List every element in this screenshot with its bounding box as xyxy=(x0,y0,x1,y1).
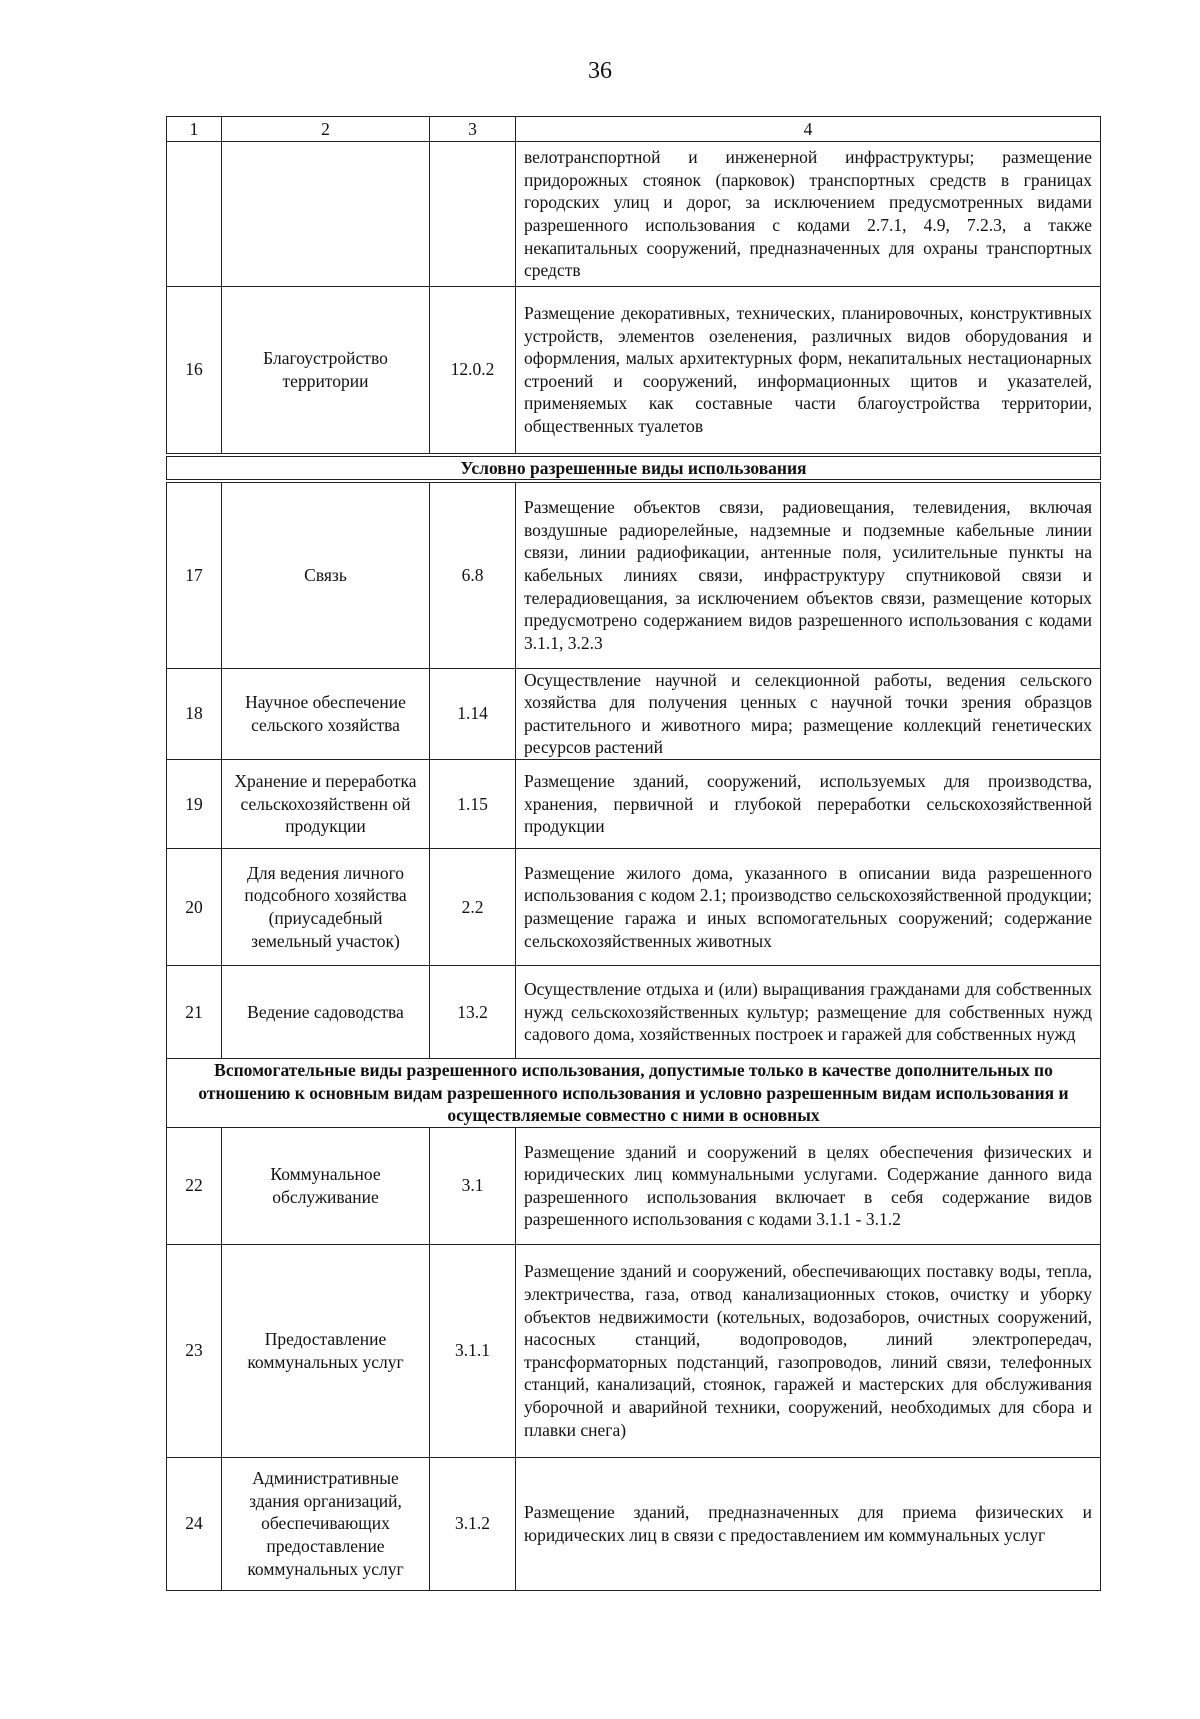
row-name: Административные здания организаций, обеспечивающих предоставление коммунальных услуг xyxy=(222,1457,430,1590)
table-row xyxy=(167,848,1101,965)
row-number: 23 xyxy=(167,1244,222,1457)
row-description: Размещение зданий и сооружений, обеспечивающих поставку воды, тепла, электричества, газа, отвод канализационных стоков, очистку и уборку объектов недвижимости (котельных, водозаборов, очистных сооружений, насосных станций, водопроводов, линий электропередач, трансформаторных подстанций, газопроводов, линий связи, телефонных станций, канализаций, стоянок, гаражей и мастерских для обслуживания уборочной и аварийной техники, сооружений, необходимых для сбора и плавки снега) xyxy=(516,1244,1101,1457)
row-code: 13.2 xyxy=(430,965,516,1058)
land-use-table xyxy=(166,116,1101,1591)
row-number: 16 xyxy=(167,287,222,455)
table-row xyxy=(167,1127,1101,1244)
row-number: 24 xyxy=(167,1457,222,1590)
row-number: 18 xyxy=(167,668,222,759)
table-row xyxy=(167,668,1101,759)
table-row xyxy=(167,287,1101,455)
row-description: Размещение декоративных, технических, планировочных, конструктивных устройств, элементов озеленения, различных видов оборудования и оформления, малых архитектурных форм, некапитальных нестационарных строений и сооружений, информационных щитов и указателей, применяемых как составные части благоустройства территории, общественных туалетов xyxy=(516,287,1101,455)
row-name: Предоставление коммунальных услуг xyxy=(222,1244,430,1457)
row-number: 22 xyxy=(167,1127,222,1244)
row-code: 3.1.1 xyxy=(430,1244,516,1457)
row-name: Для ведения личного подсобного хозяйства (приусадебный земельный участок) xyxy=(222,848,430,965)
row-number: 19 xyxy=(167,759,222,848)
table-row xyxy=(167,481,1101,668)
row-name: Ведение садоводства xyxy=(222,965,430,1058)
column-header: 3 xyxy=(430,117,516,142)
row-description: Размещение объектов связи, радиовещания, телевидения, включая воздушные радиорелейные, надземные и подземные кабельные линии связи, линии радиофикации, антенные поля, усилительные пункты на кабельных линиях связи, инфраструктуру спутниковой связи и телерадиовещания, за исключением объектов связи, размещение которых предусмотрено содержанием видов разрешенного использования с кодами 3.1.1, 3.2.3 xyxy=(516,481,1101,668)
row-code: 12.0.2 xyxy=(430,287,516,455)
column-header: 2 xyxy=(222,117,430,142)
row-description: Размещение зданий, предназначенных для приема физических и юридических лиц в связи с предоставлением им коммунальных услуг xyxy=(516,1457,1101,1590)
row-description: Осуществление научной и селекционной работы, ведения сельского хозяйства для получения ценных с научной точки зрения образцов растительного и животного мира; размещение коллекций генетических ресурсов растений xyxy=(516,668,1101,759)
table-row xyxy=(167,759,1101,848)
table-header-row xyxy=(167,117,1101,142)
table-row xyxy=(167,1457,1101,1590)
row-description: Осуществление отдыха и (или) выращивания гражданами для собственных нужд сельскохозяйственных культур; размещение для собственных нужд садового дома, хозяйственных построек и гаражей для собственных нужд xyxy=(516,965,1101,1058)
row-name: Научное обеспечение сельского хозяйства xyxy=(222,668,430,759)
column-header: 1 xyxy=(167,117,222,142)
section-heading-row xyxy=(167,1058,1101,1127)
row-number xyxy=(167,142,222,287)
row-code: 1.15 xyxy=(430,759,516,848)
row-code: 2.2 xyxy=(430,848,516,965)
section-heading-row xyxy=(167,455,1101,482)
row-description: Размещение зданий и сооружений в целях обеспечения физических и юридических лиц коммунальными услугами. Содержание данного вида разрешенного использования включает в себя содержание видов разрешенного использования с кодами 3.1.1 - 3.1.2 xyxy=(516,1127,1101,1244)
row-description: Размещение зданий, сооружений, используемых для производства, хранения, первичной и глубокой переработки сельскохозяйственной продукции xyxy=(516,759,1101,848)
row-code: 1.14 xyxy=(430,668,516,759)
column-header: 4 xyxy=(516,117,1101,142)
row-description: Размещение жилого дома, указанного в описании вида разрешенного использования с кодом 2.1; производство сельскохозяйственной продукции; размещение гаража и иных вспомогательных сооружений; содержание сельскохозяйственных животных xyxy=(516,848,1101,965)
row-name: Хранение и переработка сельскохозяйственн ой продукции xyxy=(222,759,430,848)
row-description: велотранспортной и инженерной инфраструктуры; размещение придорожных стоянок (парковок) транспортных средств в границах городских улиц и дорог, за исключением предусмотренных видами разрешенного использования с кодами 2.7.1, 4.9, 7.2.3, а также некапитальных сооружений, предназначенных для охраны транспортных средств xyxy=(516,142,1101,287)
row-name xyxy=(222,142,430,287)
section-heading-auxiliary: Вспомогательные виды разрешенного использования, допустимые только в качестве дополнительных по отношению к основным видам разрешенного использования и условно разрешенным видам использования и осуществляемые совместно с ними в основных xyxy=(167,1058,1101,1127)
table-row xyxy=(167,142,1101,287)
row-name: Связь xyxy=(222,481,430,668)
row-number: 21 xyxy=(167,965,222,1058)
row-number: 17 xyxy=(167,481,222,668)
section-heading-conditional: Условно разрешенные виды использования xyxy=(167,455,1101,482)
row-code: 3.1 xyxy=(430,1127,516,1244)
row-name: Благоустройство территории xyxy=(222,287,430,455)
row-code: 6.8 xyxy=(430,481,516,668)
table-row xyxy=(167,1244,1101,1457)
row-code: 3.1.2 xyxy=(430,1457,516,1590)
table-row xyxy=(167,965,1101,1058)
row-code xyxy=(430,142,516,287)
row-name: Коммунальное обслуживание xyxy=(222,1127,430,1244)
page-number: 36 xyxy=(588,58,612,84)
row-number: 20 xyxy=(167,848,222,965)
